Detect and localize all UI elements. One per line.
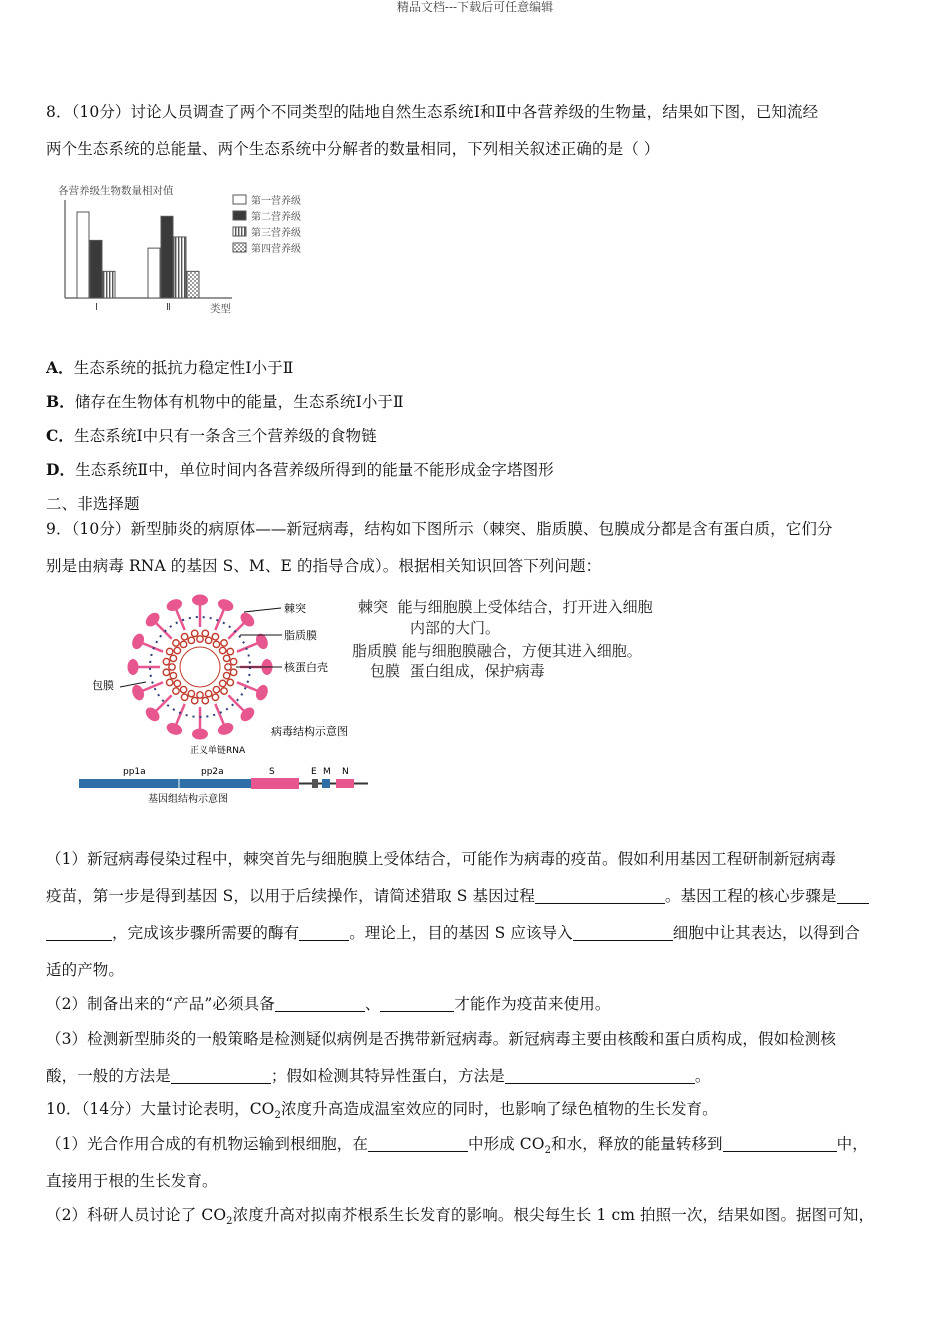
- nucleocapsid-coil: [191, 697, 197, 703]
- gene-e: [312, 779, 318, 788]
- nucleocapsid-coil: [219, 680, 225, 686]
- nucleocapsid-coil: [227, 679, 233, 685]
- virus-svg: [76, 590, 376, 810]
- spike-head: [192, 595, 208, 606]
- q8-stem-line2: 两个生态系统的总能量、两个生态系统中分解者的数量相同，下列相关叙述正确的是（ ）: [46, 140, 660, 158]
- nucleocapsid-coil: [174, 680, 180, 686]
- spike-head: [130, 683, 146, 702]
- desc-spike-cont: 内部的大门。: [410, 619, 501, 637]
- text-run: 浓度升高对拟南芥根系生长发育的影响。根尖每生长 1 cm 拍照一次，结果如图。据图可知，: [232, 1206, 875, 1224]
- text-run: 细胞中让其表达，以得到合: [672, 924, 860, 942]
- spike-head: [192, 729, 208, 740]
- label-envelope: 包膜: [92, 679, 114, 692]
- text-run: 浓度升高造成温室效应的同时，也影响了绿色植物的生长发育。: [280, 1100, 718, 1118]
- text-run: 和水，释放的能量转移到: [551, 1135, 723, 1153]
- label-rna: 正义单链RNA: [190, 746, 246, 756]
- spike-stalk: [228, 695, 244, 711]
- desc-term: 棘突: [358, 598, 389, 616]
- text-run: ，完成该步骤所需要的酶有: [112, 924, 300, 942]
- chart-xlabel: 类型: [210, 303, 231, 315]
- desc-term: 包膜: [370, 662, 401, 680]
- chart-ylabel: 各营养级生物数量相对值: [58, 185, 174, 197]
- q9-stem-line1: 9．（10分）新型肺炎的病原体——新冠病毒，结构如下图所示（棘突、脂质膜、包膜成分都是含有蛋白质，它们分: [46, 520, 833, 538]
- nucleocapsid-coil: [230, 669, 236, 675]
- text-run: （2）科研人员讨论了 CO: [46, 1206, 227, 1224]
- nucleocapsid-coil: [197, 636, 203, 642]
- gene-n: [336, 779, 354, 788]
- q9-part1-line4: 适的产物。: [46, 961, 125, 979]
- text-run: 。: [694, 1067, 711, 1085]
- bar-1-series-1: [77, 212, 89, 298]
- virus-structure-figure: [76, 590, 376, 810]
- bar-2-series-2: [161, 216, 173, 298]
- option-text: 生态系统Ⅰ中只有一条含三个营养级的食物链: [74, 427, 377, 445]
- legend-label: 第四营养级: [251, 244, 301, 255]
- nucleocapsid-coil: [197, 692, 203, 698]
- answer-blank[interactable]: [505, 1067, 695, 1084]
- desc-text: 能与细胞膜融合，方便其进入细胞。: [401, 642, 642, 660]
- option-key: B．: [46, 392, 75, 411]
- q9-part1-line3: [46, 923, 906, 943]
- nucleocapsid-coil: [221, 688, 227, 694]
- legend-label: 第二营养级: [251, 212, 301, 223]
- answer-blank[interactable]: [171, 1067, 271, 1084]
- nucleocapsid-coil: [169, 664, 175, 670]
- bar-2-series-4: [187, 271, 199, 298]
- spike-leader: [244, 608, 281, 612]
- nucleocapsid-coil: [219, 647, 225, 653]
- text-run: 。理论上，目的基因 S 应该导入: [349, 924, 573, 942]
- text-run: （2）制备出来的“产品”必须具备: [46, 995, 275, 1013]
- spike-head: [165, 597, 184, 613]
- answer-blank[interactable]: [573, 924, 673, 941]
- option-key: D．: [46, 460, 76, 479]
- legend-swatch: [233, 195, 246, 204]
- bar-1-series-3: [103, 271, 115, 298]
- text-run: 中，: [836, 1135, 868, 1153]
- answer-blank[interactable]: [723, 1135, 837, 1152]
- q9-part1-line1: （1）新冠病毒侵染过程中，棘突首先与细胞膜上受体结合，可能作为病毒的疫苗。假如利用基因工程研制新冠病毒: [46, 850, 836, 868]
- gene-label-s: S: [269, 767, 275, 777]
- nucleocapsid-coil: [202, 630, 208, 636]
- q8-option-c: [46, 426, 906, 446]
- answer-blank[interactable]: [837, 887, 869, 904]
- nucleocapsid-coil: [180, 641, 186, 647]
- text-run: ；假如检测其特异性蛋白，方法是: [270, 1067, 505, 1085]
- nucleocapsid-coil: [223, 655, 229, 661]
- text-run: 酸，一般的方法是: [46, 1067, 171, 1085]
- nucleocapsid-coil: [163, 658, 169, 664]
- legend-label: 第三营养级: [251, 228, 301, 239]
- desc-spike: [358, 597, 653, 617]
- answer-blank[interactable]: [368, 1135, 468, 1152]
- legend-swatch: [233, 243, 246, 252]
- q10-part1-line2: 直接用于根的生长发育。: [46, 1172, 218, 1190]
- nucleocapsid-coil: [181, 634, 187, 640]
- gene-pp1a-pp2a: [79, 779, 251, 788]
- text-run: 10．（14分）大量讨论表明，CO: [46, 1100, 275, 1118]
- desc-lipid: [352, 641, 642, 661]
- nucleocapsid-coil: [213, 686, 219, 692]
- page-header: 精品文档---下载后可任意编辑: [396, 0, 554, 14]
- legend-label: 第一营养级: [251, 196, 301, 207]
- text-run: 。基因工程的核心步骤是: [664, 887, 837, 905]
- option-text: 生态系统的抵抗力稳定性Ⅰ小于Ⅱ: [73, 359, 294, 377]
- nucleocapsid-coil: [188, 637, 194, 643]
- gene-label-e: E: [311, 767, 317, 777]
- gene-label-pp2a: pp2a: [201, 767, 224, 777]
- nucleocapsid-coil: [173, 688, 179, 694]
- nucleocapsid-coil: [225, 664, 231, 670]
- q9-part3-line1: （3）检测新型肺炎的一般策略是检测疑似病例是否携带新冠病毒。新冠病毒主要由核酸和蛋白质构成，假如检测核: [46, 1030, 836, 1048]
- section-heading: 二、非选择题: [46, 495, 140, 513]
- nucleocapsid-coil: [227, 648, 233, 654]
- label-lipid: 脂质膜: [284, 629, 317, 642]
- label-capsid: 核蛋白壳: [284, 661, 328, 674]
- nucleocapsid-coil: [230, 658, 236, 664]
- x-tick-label: Ⅰ: [95, 302, 98, 313]
- spike-stalk: [156, 695, 172, 711]
- spike-head: [216, 597, 235, 613]
- option-key: C．: [46, 426, 75, 445]
- nucleocapsid-coil: [181, 694, 187, 700]
- figure-title: 病毒结构示意图: [271, 725, 348, 738]
- answer-blank[interactable]: [46, 924, 112, 941]
- chart-svg: [52, 182, 334, 316]
- q9-part2: [46, 994, 906, 1014]
- desc-term: 脂质膜: [352, 642, 398, 660]
- text-run: 疫苗，第一步是得到基因 S，以用于后续操作，请简述猎取 S 基因过程: [46, 887, 535, 905]
- bar-2-series-1: [148, 248, 160, 298]
- nucleocapsid-coil: [180, 686, 186, 692]
- nucleocapsid-coil: [212, 634, 218, 640]
- nucleocapsid-coil: [223, 672, 229, 678]
- spike-head: [130, 632, 146, 651]
- desc-envelope: [370, 661, 545, 681]
- q8-option-d: [46, 460, 906, 480]
- subscript: 2: [226, 1216, 233, 1228]
- q8-stem-line1: 8．（10分）讨论人员调查了两个不同类型的陆地自然生态系统Ⅰ和Ⅱ中各营养级的生物量，结果如下图，已知流经: [46, 103, 819, 121]
- spike-head: [216, 721, 235, 737]
- nucleocapsid-coil: [167, 648, 173, 654]
- q10-stem: [46, 1099, 906, 1122]
- q9-stem-line2: 别是由病毒 RNA 的基因 S、M、E 的指导合成）。根据相关知识回答下列问题：: [46, 557, 602, 575]
- nucleocapsid-coil: [213, 641, 219, 647]
- option-text: 生态系统Ⅱ中，单位时间内各营养级所得到的能量不能形成金字塔图形: [75, 461, 554, 479]
- answer-blank[interactable]: [535, 887, 665, 904]
- spike-stalk: [215, 704, 223, 724]
- text-run: 才能作为疫苗来使用。: [454, 995, 611, 1013]
- legend-swatch: [233, 227, 246, 236]
- nucleocapsid-coil: [205, 690, 211, 696]
- spike-head: [254, 683, 270, 702]
- nucleocapsid-coil: [212, 694, 218, 700]
- nucleocapsid-coil: [188, 690, 194, 696]
- text-run: （1）光合作用合成的有机物运输到根细胞，在: [46, 1135, 368, 1153]
- gene-label-pp1a: pp1a: [123, 767, 146, 777]
- q9-part3-line2: [46, 1066, 906, 1086]
- q8-option-b: [46, 392, 906, 412]
- nucleocapsid-coil: [191, 630, 197, 636]
- gene-m: [322, 779, 330, 788]
- nucleocapsid-coil: [205, 637, 211, 643]
- nucleocapsid-coil: [167, 679, 173, 685]
- spike-head: [128, 659, 139, 675]
- legend-swatch: [233, 211, 246, 220]
- nucleocapsid-coil: [221, 640, 227, 646]
- nucleocapsid-coil: [173, 640, 179, 646]
- trophic-biomass-chart: [52, 182, 334, 316]
- desc-text: 能与细胞膜上受体结合，打开进入细胞: [397, 598, 653, 616]
- nucleocapsid-coil: [174, 647, 180, 653]
- spike-head: [165, 721, 184, 737]
- subscript: 2: [544, 1145, 552, 1157]
- q8-option-a: [46, 358, 906, 378]
- subscript: 2: [274, 1110, 281, 1122]
- text-run: 中形成 CO: [467, 1135, 545, 1153]
- envelope-leader: [120, 682, 146, 687]
- q10-part1-line1: [46, 1134, 906, 1157]
- bar-2-series-3: [174, 237, 186, 298]
- label-spike: 棘突: [284, 602, 306, 615]
- virus-core: [180, 647, 220, 687]
- q10-part2-line1: [46, 1205, 906, 1228]
- nucleocapsid-coil: [202, 697, 208, 703]
- bar-1-series-2: [90, 240, 102, 298]
- answer-blank[interactable]: [299, 924, 349, 941]
- text-run: 、: [364, 995, 381, 1013]
- nucleocapsid-coil: [163, 669, 169, 675]
- gene-label-m: M: [323, 767, 331, 777]
- gene-label-n: N: [342, 767, 349, 777]
- option-key: A．: [46, 358, 74, 377]
- answer-blank[interactable]: [380, 995, 454, 1012]
- spike-stalk: [237, 682, 257, 690]
- q9-part1-line2: [46, 886, 906, 906]
- nucleocapsid-coil: [170, 655, 176, 661]
- nucleocapsid-coil: [170, 672, 176, 678]
- genome-title: 基因组结构示意图: [148, 794, 228, 805]
- answer-blank[interactable]: [275, 995, 365, 1012]
- option-text: 储存在生物体有机物中的能量，生态系统Ⅰ小于Ⅱ: [74, 393, 404, 411]
- desc-text: 蛋白组成，保护病毒: [409, 662, 545, 680]
- spike-stalk: [143, 682, 163, 690]
- x-tick-label: Ⅱ: [166, 302, 171, 313]
- gene-s: [251, 778, 299, 789]
